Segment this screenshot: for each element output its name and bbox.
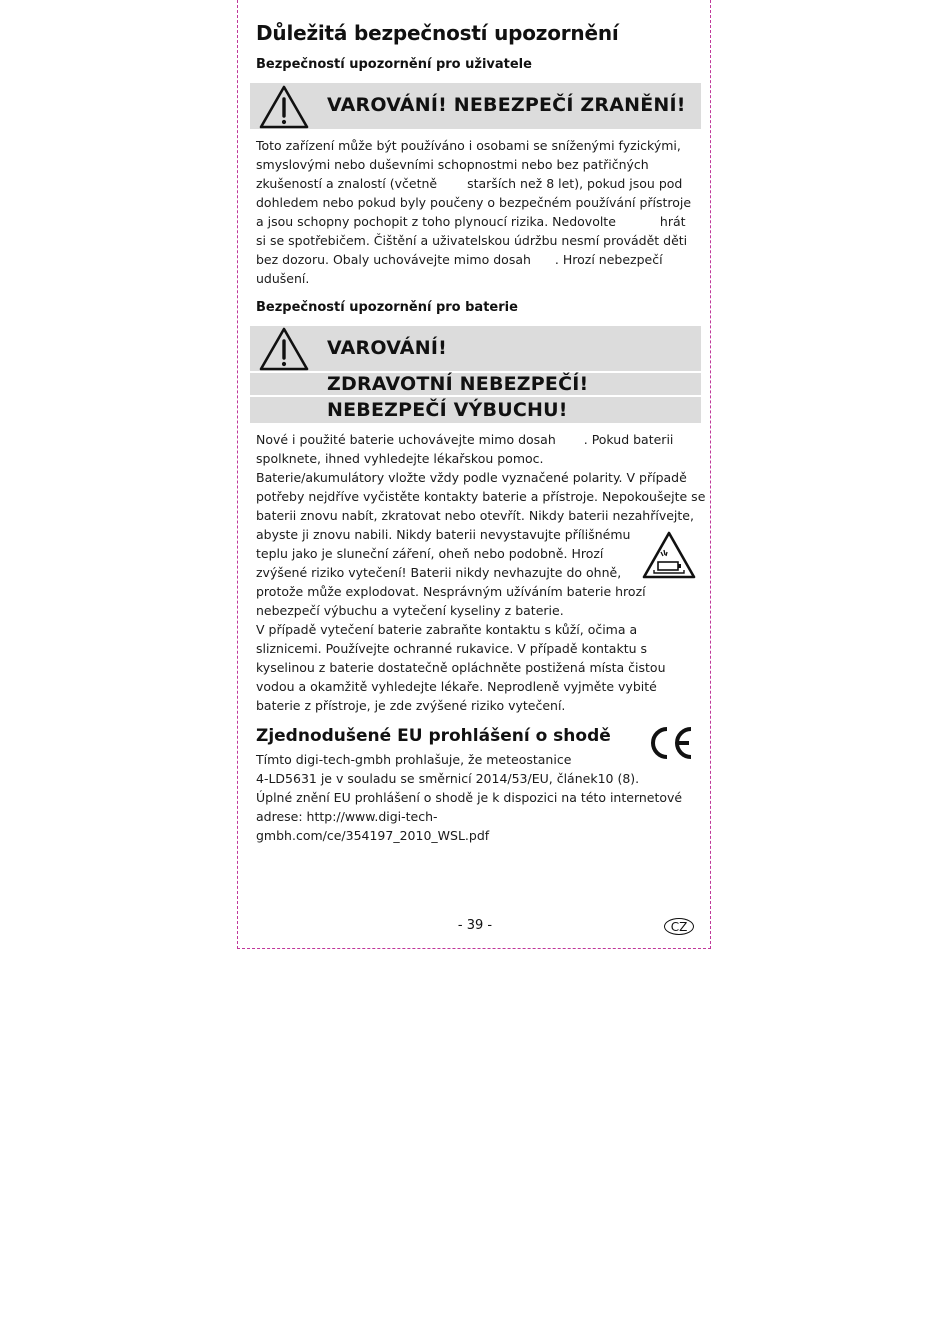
battery-safety-paragraph bbox=[256, 430, 705, 715]
text-line: udušení. bbox=[256, 271, 310, 286]
text-line: si se spotřebičem. Čištění a uživatelskou údržbu nesmí provádět děti bbox=[256, 233, 688, 248]
text-line: 4-LD5631 je v souladu se směrnicí 2014/53/EU, článek10 (8). bbox=[256, 771, 640, 786]
text-line: adrese: http://www.digi-tech- bbox=[256, 809, 438, 824]
text-line: Úplné znění EU prohlášení o shodě je k dispozici na této internetové bbox=[256, 790, 683, 805]
country-badge: CZ bbox=[664, 918, 694, 935]
user-safety-paragraph bbox=[256, 136, 691, 288]
eu-declaration-paragraph bbox=[256, 750, 682, 845]
text-line: V případě vytečení baterie zabraňte kontaktu s kůží, očima a bbox=[256, 622, 638, 637]
text-line: kyselinou z baterie dostatečně opláchněte postižená místa čistou bbox=[256, 660, 666, 675]
warning-triangle-icon bbox=[258, 84, 310, 130]
battery-warning-text: VAROVÁNÍ! bbox=[327, 337, 447, 359]
text-line: dohledem nebo pokud byly poučeny o bezpečném používání přístroje bbox=[256, 195, 692, 210]
text-line: baterii znovu nabít, zkratovat nebo otevřít. Nikdy baterii nezahřívejte, bbox=[256, 508, 694, 523]
user-safety-heading: Bezpečností upozornění pro uživatele bbox=[256, 57, 532, 72]
battery-warning-band-2 bbox=[250, 373, 701, 395]
injury-warning-band bbox=[250, 83, 701, 129]
text-line: baterie z přístroje, je zde zvýšené riziko vytečení. bbox=[256, 698, 566, 713]
text-line: Nové i použité baterie uchovávejte mimo dosah . Pokud baterii bbox=[256, 432, 674, 447]
declaration-link[interactable]: gmbh.com/ce/354197_2010_WSL.pdf bbox=[256, 828, 490, 843]
page-number: - 39 - bbox=[457, 918, 493, 933]
text-line: Toto zařízení může být používáno i osobami se sníženými fyzickými, bbox=[256, 138, 681, 153]
text-line: Baterie/akumulátory vložte vždy podle vyznačené polarity. V případě bbox=[256, 470, 687, 485]
text-line: smyslovými nebo duševními schopnostmi nebo bez patřičných bbox=[256, 157, 649, 172]
battery-heat-warning-icon bbox=[641, 530, 697, 580]
explosion-hazard-text: NEBEZPEČÍ VÝBUCHU! bbox=[327, 399, 568, 421]
text-line: teplu jako je sluneční záření, oheň nebo podobně. Hrozí bbox=[256, 546, 604, 561]
text-line: protože může explodovat. Nesprávným užíváním baterie hrozí bbox=[256, 584, 646, 599]
text-line: a jsou schopny pochopit z toho plynoucí rizika. Nedovolte hrát bbox=[256, 214, 686, 229]
text-line: zkušeností a znalostí (včetně starších než 8 let), pokud jsou pod bbox=[256, 176, 683, 191]
text-line: sliznicemi. Používejte ochranné rukavice. V případě kontaktu s bbox=[256, 641, 648, 656]
text-line: bez dozoru. Obaly uchovávejte mimo dosah . Hrozí nebezpečí bbox=[256, 252, 663, 267]
manual-page bbox=[237, 0, 711, 949]
eu-declaration-heading: Zjednodušené EU prohlášení o shodě bbox=[256, 726, 611, 746]
text-line: nebezpečí výbuchu a vytečení kyseliny z baterie. bbox=[256, 603, 564, 618]
health-hazard-text: ZDRAVOTNÍ NEBEZPEČÍ! bbox=[327, 373, 589, 395]
text-line: Tímto digi-tech-gmbh prohlašuje, že meteostanice bbox=[256, 752, 572, 767]
battery-warning-band-1 bbox=[250, 326, 701, 371]
battery-warning-band-3 bbox=[250, 397, 701, 423]
injury-warning-text: VAROVÁNÍ! NEBEZPEČÍ ZRANĚNÍ! bbox=[327, 94, 686, 116]
text-line: zvýšené riziko vytečení! Baterii nikdy nevhazujte do ohně, bbox=[256, 565, 622, 580]
text-line: potřeby nejdříve vyčistěte kontakty baterie a přístroje. Nepokoušejte se bbox=[256, 489, 706, 504]
page-title: Důležitá bezpečností upozornění bbox=[256, 21, 619, 45]
text-line: vodou a okamžitě vyhledejte lékaře. Neprodleně vyjměte vybité bbox=[256, 679, 657, 694]
text-line: spolknete, ihned vyhledejte lékařskou pomoc. bbox=[256, 451, 544, 466]
battery-safety-heading: Bezpečností upozornění pro baterie bbox=[256, 300, 518, 315]
text-line: abyste ji znovu nabili. Nikdy baterii nevystavujte přílišnému bbox=[256, 527, 631, 542]
warning-triangle-icon bbox=[258, 326, 310, 372]
